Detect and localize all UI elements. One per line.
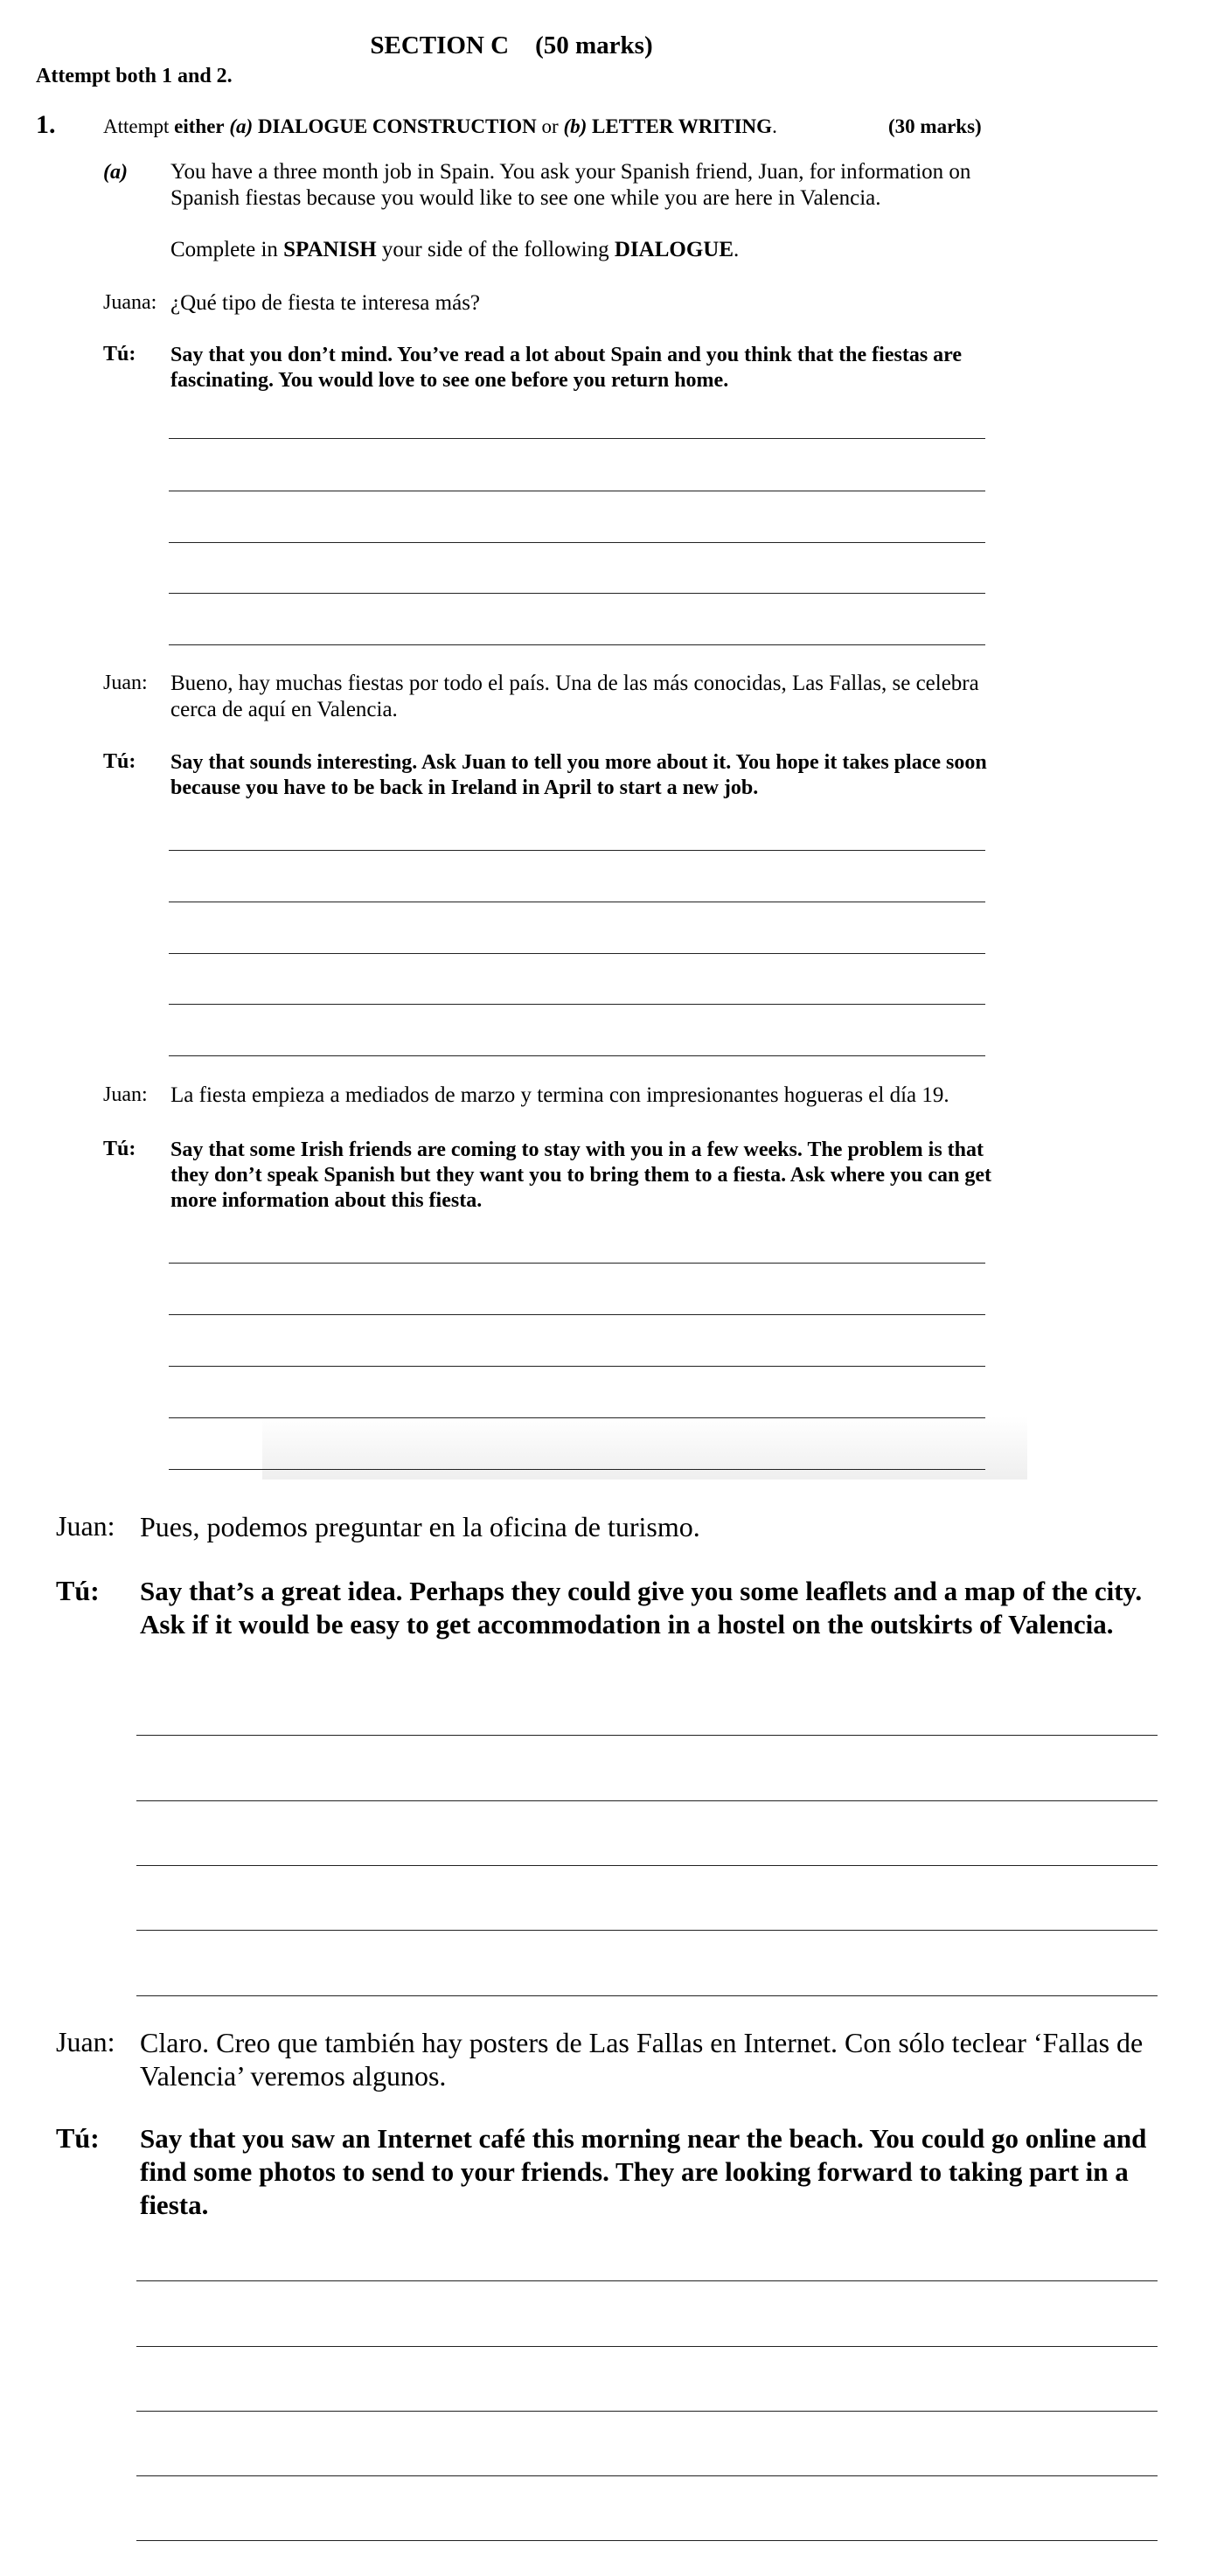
- answer-line[interactable]: [169, 1469, 985, 1470]
- question-number: 1.: [36, 110, 56, 139]
- question-marks: (30 marks): [888, 115, 982, 137]
- part-a-label: (a): [103, 161, 128, 184]
- period: .: [772, 115, 777, 137]
- complete-text-3: .: [734, 238, 740, 261]
- option-a-label: (a): [229, 115, 254, 137]
- answer-line[interactable]: [169, 1055, 985, 1056]
- answer-line[interactable]: [136, 2540, 1158, 2541]
- answer-line[interactable]: [136, 2280, 1158, 2281]
- speaker-line: Pues, podemos preguntar en la oficina de turismo.: [140, 1511, 700, 1542]
- option-a-name: DIALOGUE CONSTRUCTION: [257, 115, 537, 137]
- complete-text-2: your side of the following: [376, 238, 615, 261]
- speaker-line: ¿Qué tipo de fiesta te interesa más?: [170, 291, 481, 315]
- speaker-line: Claro. Creo que también hay posters de Las Fallas en Internet. Con sólo teclear ‘Fallas de Valencia’ veremos algunos.: [140, 2027, 1144, 2092]
- answer-line[interactable]: [169, 644, 985, 645]
- answer-line[interactable]: [136, 1995, 1158, 1996]
- answer-line[interactable]: [169, 1366, 985, 1367]
- answer-line[interactable]: [169, 593, 985, 594]
- answer-line[interactable]: [136, 1735, 1158, 1736]
- tu-prompt: Say that some Irish friends are coming to stay with you in a few weeks. The problem is that they don’t speak Spanish but they want you to bring them to a fiesta. Ask where you can get more information about this fiesta.: [170, 1138, 991, 1212]
- part-a-intro: You have a three month job in Spain. You ask your Spanish friend, Juan, for information on Spanish fiestas because you would like to see one while you are here in Valencia.: [170, 160, 971, 210]
- speaker-label: Juan:: [56, 1510, 115, 1542]
- answer-line[interactable]: [169, 542, 985, 543]
- answer-line[interactable]: [169, 1263, 985, 1264]
- tu-prompt: Say that sounds interesting. Ask Juan to tell you more about it. You hope it takes place soon because you have to be back in Ireland in April to start a new job.: [170, 751, 987, 799]
- answer-line[interactable]: [136, 2475, 1158, 2476]
- answer-line[interactable]: [136, 1800, 1158, 1801]
- tu-label: Tú:: [56, 1575, 100, 1606]
- page-shadow: [262, 1417, 1027, 1479]
- speaker-label: Juan:: [56, 2026, 115, 2057]
- answer-line[interactable]: [136, 1930, 1158, 1931]
- tu-label: Tú:: [103, 750, 136, 773]
- answer-line[interactable]: [136, 2346, 1158, 2347]
- answer-line[interactable]: [169, 1314, 985, 1315]
- tu-prompt: Say that you don’t mind. You’ve read a lot about Spain and you think that the fiestas are fascinating. You would love to see one before you return home.: [170, 344, 963, 392]
- answer-line[interactable]: [169, 953, 985, 954]
- answer-line[interactable]: [169, 850, 985, 851]
- speaker-label: Juana:: [103, 291, 157, 314]
- option-b-name: LETTER WRITING: [592, 115, 773, 137]
- complete-text-1: Complete in: [170, 238, 284, 261]
- or-word: or: [541, 115, 559, 137]
- speaker-line: Bueno, hay muchas fiestas por todo el país. Una de las más conocidas, Las Fallas, se celebra cerca de aquí en Valencia.: [170, 672, 979, 721]
- speaker-label: Juan:: [103, 1083, 148, 1106]
- tu-label: Tú:: [56, 2122, 100, 2154]
- answer-line[interactable]: [136, 2411, 1158, 2412]
- attempt-word: Attempt: [103, 115, 170, 137]
- tu-label: Tú:: [103, 343, 136, 366]
- answer-line[interactable]: [169, 1004, 985, 1005]
- answer-line[interactable]: [136, 1865, 1158, 1866]
- tu-label: Tú:: [103, 1138, 136, 1160]
- complete-instruction: [170, 238, 739, 262]
- attempt-instruction: Attempt both 1 and 2.: [36, 65, 233, 87]
- section-marks: (50 marks): [535, 31, 653, 59]
- option-b-label: (b): [563, 115, 588, 137]
- either-word: either: [174, 115, 225, 137]
- tu-prompt: Say that’s a great idea. Perhaps they could give you some leaflets and a map of the city. Ask if it would be easy to get accommodation in a hostel on the outskirts of Valencia.: [140, 1576, 1143, 1640]
- answer-line[interactable]: [169, 438, 985, 439]
- tu-prompt: Say that you saw an Internet café this morning near the beach. You could go online and find some photos to send to your friends. They are looking forward to taking part in a fiesta.: [140, 2123, 1147, 2220]
- section-title: SECTION C: [370, 31, 510, 59]
- question-instruction: [103, 115, 777, 138]
- section-heading: [0, 31, 1023, 60]
- complete-dialogue: DIALOGUE: [614, 238, 734, 261]
- speaker-label: Juan:: [103, 672, 148, 694]
- complete-spanish: SPANISH: [283, 238, 377, 261]
- speaker-line: La fiesta empieza a mediados de marzo y termina con impresionantes hogueras el día 19.: [170, 1083, 949, 1107]
